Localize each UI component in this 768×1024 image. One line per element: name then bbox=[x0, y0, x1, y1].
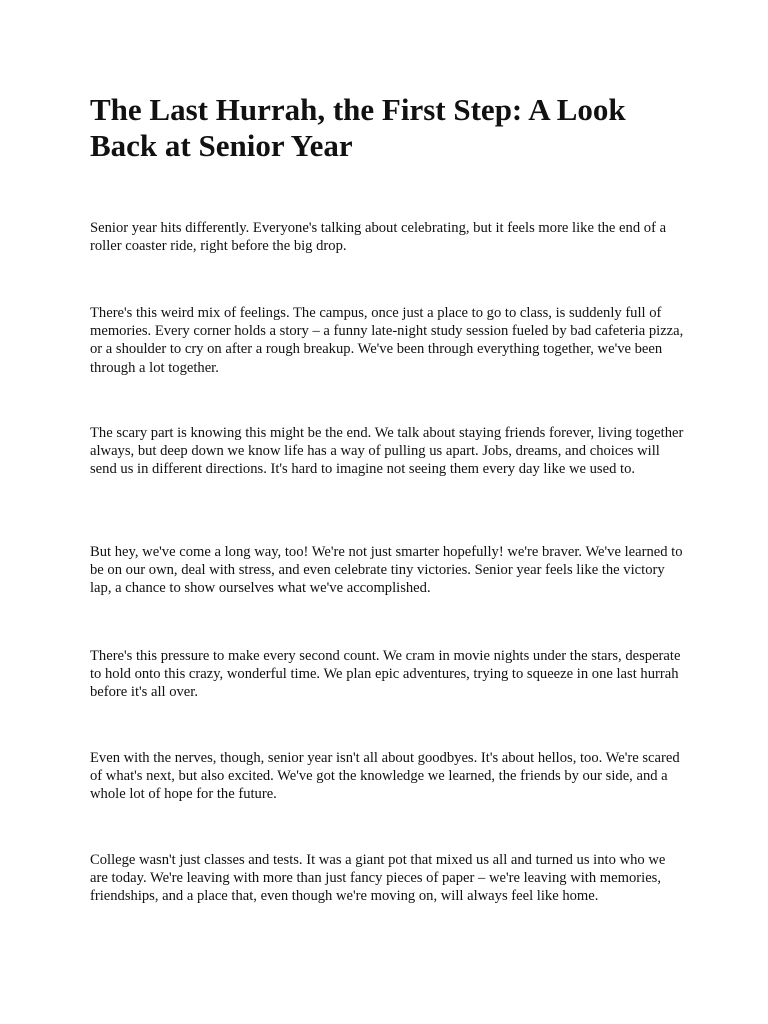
paragraph: College wasn't just classes and tests. It was a giant pot that mixed us all and turned us into who we are today. We're leaving with more than just fancy pieces of paper – we're leaving with memories, friendships, and a place that, even though we're moving on, will always feel like home. bbox=[90, 852, 666, 905]
paragraph: The scary part is knowing this might be the end. We talk about staying friends forever, living together always, but deep down we know life has a way of pulling us apart. Jobs, dreams, and choices will send us in different directions. It's hard to imagine not seeing them every day like we used to. bbox=[90, 425, 684, 478]
document-title: The Last Hurrah, the First Step: A Look Back at Senior Year bbox=[90, 92, 626, 163]
paragraph: There's this pressure to make every second count. We cram in movie nights under the stars, desperate to hold onto this crazy, wonderful time. We plan epic adventures, trying to squeeze in one last hurrah before it's all over. bbox=[90, 648, 681, 701]
paragraph: There's this weird mix of feelings. The campus, once just a place to go to class, is suddenly full of memories. Every corner holds a story – a funny late-night study session fueled by bad cafeteria pizza, or a shoulder to cry on after a rough breakup. We've been through everything together, we've been through a lot together. bbox=[90, 305, 684, 376]
paragraph: Senior year hits differently. Everyone's talking about celebrating, but it feels more like the end of a roller coaster ride, right before the big drop. bbox=[90, 220, 667, 255]
paragraph: Even with the nerves, though, senior year isn't all about goodbyes. It's about hellos, too. We're scared of what's next, but also excited. We've got the knowledge we learned, the friends by our side, and a whole lot of hope for the future. bbox=[90, 750, 680, 803]
paragraph: But hey, we've come a long way, too! We're not just smarter hopefully! we're braver. We've learned to be on our own, deal with stress, and even celebrate tiny victories. Senior year feels like the victory lap, a chance to show ourselves what we've accomplished. bbox=[90, 544, 683, 597]
